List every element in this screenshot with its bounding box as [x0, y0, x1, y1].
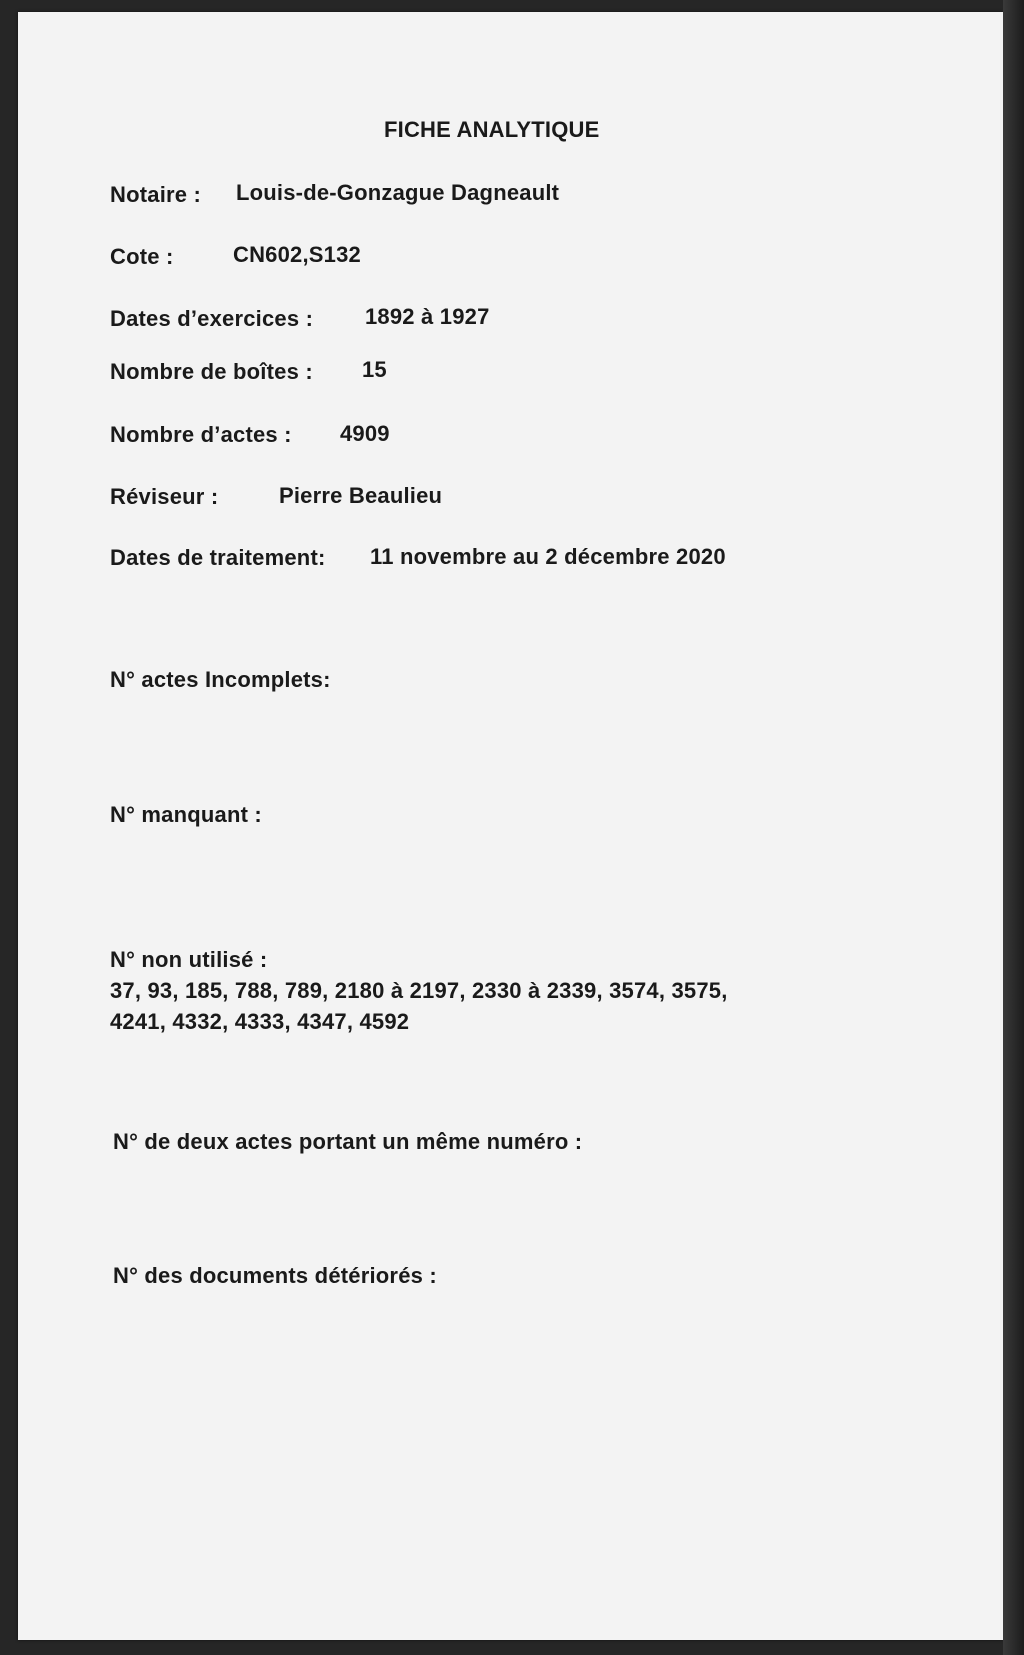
dates-exercices-value: 1892 à 1927 — [365, 304, 490, 329]
notaire-label: Notaire : — [110, 182, 202, 207]
nombre-boites-value: 15 — [362, 357, 387, 382]
manquant-label: N° manquant : — [110, 802, 262, 827]
non-utilise-line-2: 4241, 4332, 4333, 4347, 4592 — [110, 1009, 410, 1034]
document-title: FICHE ANALYTIQUE — [384, 117, 600, 142]
notaire-value: Louis-de-Gonzague Dagneault — [236, 180, 560, 205]
nombre-actes-value: 4909 — [340, 421, 390, 446]
nombre-boites-label: Nombre de boîtes : — [110, 359, 313, 384]
nombre-actes-label: Nombre d’actes : — [110, 422, 292, 447]
dates-traitement-value: 11 novembre au 2 décembre 2020 — [370, 544, 726, 569]
cote-label: Cote : — [110, 244, 174, 269]
non-utilise-line-1: 37, 93, 185, 788, 789, 2180 à 2197, 2330 à 2339, 3574, 3575, — [110, 978, 728, 1003]
page-edge-shadow — [1003, 0, 1024, 1655]
dates-traitement-label: Dates de traitement: — [110, 545, 326, 570]
dates-exercices-label: Dates d’exercices : — [110, 306, 314, 331]
meme-numero-label: N° de deux actes portant un même numéro : — [113, 1129, 583, 1154]
document-page — [18, 12, 1003, 1640]
reviseur-label: Réviseur : — [110, 484, 219, 509]
actes-incomplets-label: N° actes Incomplets: — [110, 667, 331, 692]
non-utilise-label: N° non utilisé : — [110, 947, 268, 972]
cote-value: CN602,S132 — [233, 242, 361, 267]
reviseur-value: Pierre Beaulieu — [279, 483, 443, 508]
deteriores-label: N° des documents détériorés : — [113, 1263, 437, 1288]
